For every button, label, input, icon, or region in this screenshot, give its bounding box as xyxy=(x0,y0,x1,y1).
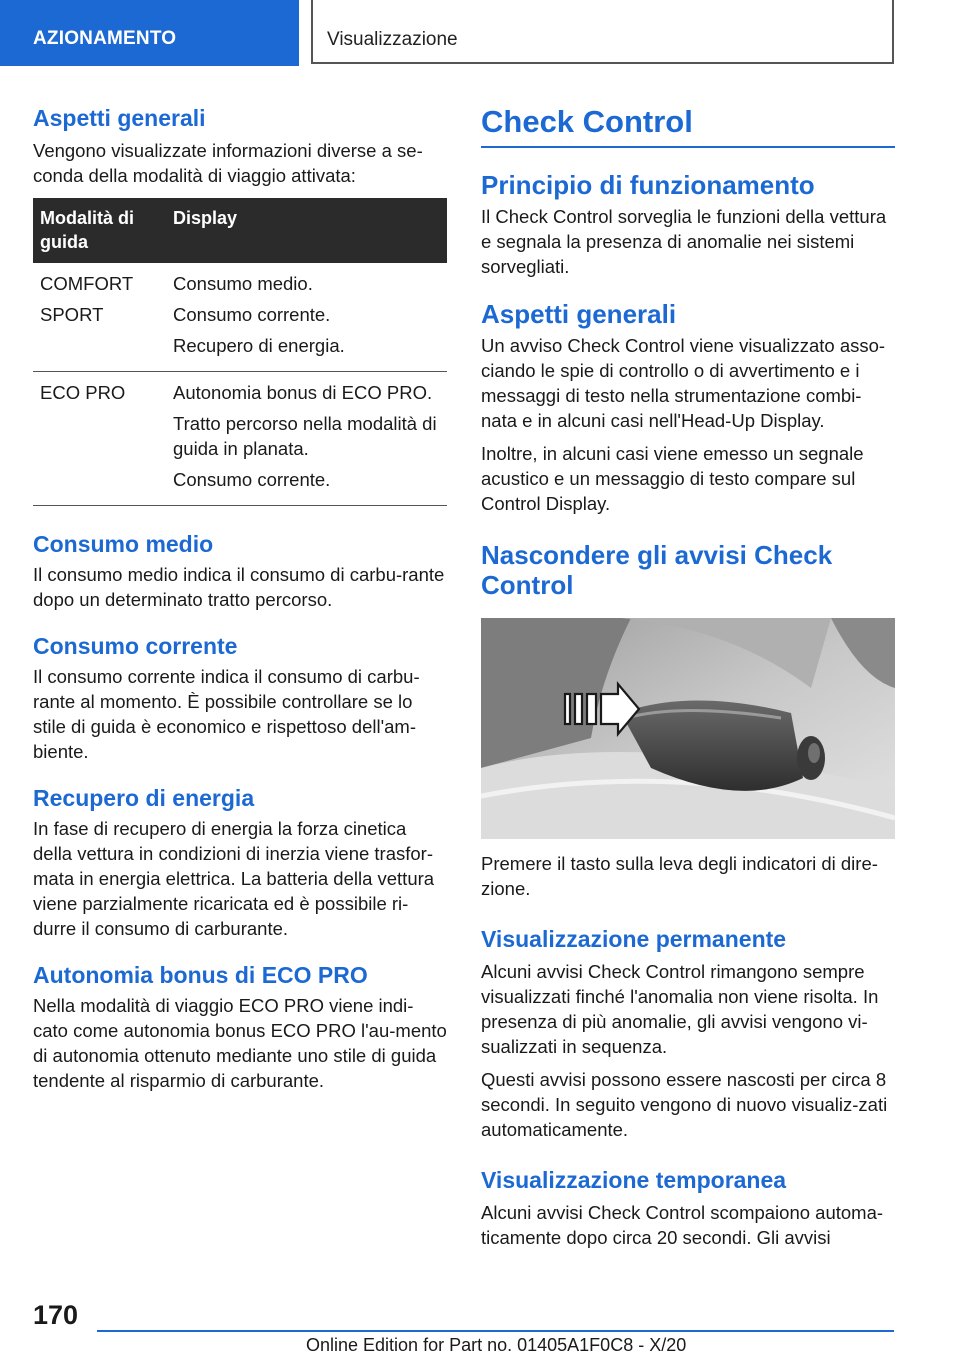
modes-table xyxy=(33,198,447,506)
footer-divider xyxy=(97,1330,894,1332)
main-heading-block xyxy=(481,100,895,148)
display-cell: Consumo corrente. xyxy=(173,304,331,325)
permanent-display-text-2: Questi avvisi possono essere nascosti per circa 8 secondi. In seguito vengono di nuovo visualiz-zati automaticamente. xyxy=(481,1069,888,1140)
average-consumption-heading: Consumo medio xyxy=(33,531,214,557)
mode-cell: SPORT xyxy=(40,304,104,325)
permanent-display-text-1: Alcuni avvisi Check Control rimangono sempre visualizzati finché l'anomalia non viene risolta. In presenza di più anomalie, gli avvisi vengono vi-sualizzati in sequenza. xyxy=(481,961,879,1057)
display-cell: Consumo medio. xyxy=(173,273,313,294)
section-tab xyxy=(0,0,299,66)
temporary-display-text: Alcuni avvisi Check Control scompaiono automa-ticamente dopo circa 20 secondi. Gli avvisi xyxy=(481,1202,884,1248)
table-row xyxy=(33,372,447,506)
energy-recovery-text: In fase di recupero di energia la forza cinetica della vettura in condizioni di inerzia viene trasfor-mata in energia elettrica. La batteria della vettura viene parzialmente ricaricata ed è possibile ri-durre il consumo di carburante. xyxy=(33,818,435,939)
turn-signal-lever-illustration xyxy=(481,618,895,839)
mode-cell: ECO PRO xyxy=(40,382,126,403)
general-text-right-1: Un avviso Check Control viene visualizzato asso-ciando le spie di controllo o di avvertimento e i messaggi di testo nella strumentazione combi-nata e in alcuni casi nell'Head-Up Display. xyxy=(481,335,886,431)
general-heading: Aspetti generali xyxy=(33,105,206,131)
eco-pro-bonus-text: Nella modalità di viaggio ECO PRO viene indi-cato come autonomia bonus ECO PRO l'au-mento di autonomia ottenuto mediante uno stile di guida tendente al risparmio di carburante. xyxy=(33,995,447,1091)
general-heading-right: Aspetti generali xyxy=(481,299,677,329)
main-heading: Check Control xyxy=(481,104,693,139)
display-cell: Consumo corrente. xyxy=(173,469,331,490)
page-number: 170 xyxy=(33,1300,79,1330)
edition-footer: Online Edition for Part no. 01405A1F0C8 - X/20 xyxy=(306,1335,687,1355)
principle-heading: Principio di funzionamento xyxy=(481,170,815,200)
energy-recovery-heading: Recupero di energia xyxy=(33,785,255,811)
table-header-mode: Modalità di guida xyxy=(33,198,166,263)
hide-warnings-heading: Nascondere gli avvisi Check Control xyxy=(481,540,833,600)
current-consumption-text: Il consumo corrente indica il consumo di carbu-rante al momento. È possibile controllare se lo stile di guida è economico e rispettoso dell'am-biente. xyxy=(33,666,420,762)
principle-text: Il Check Control sorveglia le funzioni della vettura e segnala la presenza di anomalie nei sistemi sorvegliati. xyxy=(481,206,887,277)
current-consumption-heading: Consumo corrente xyxy=(33,633,238,659)
section-title: AZIONAMENTO xyxy=(33,28,177,49)
table-row xyxy=(33,263,447,372)
temporary-display-heading: Visualizzazione temporanea xyxy=(481,1167,787,1193)
table-header-display: Display xyxy=(166,198,447,263)
average-consumption-text: Il consumo medio indica il consumo di carbu-rante dopo un determinato tratto percorso. xyxy=(33,564,445,610)
mode-cell: COMFORT xyxy=(40,273,134,294)
general-text: Vengono visualizzate informazioni diverse a se-conda della modalità di viaggio attivata: xyxy=(33,140,423,186)
subsection-tab xyxy=(311,0,894,64)
subsection-title: Visualizzazione xyxy=(327,29,458,50)
lever-image xyxy=(481,618,895,839)
right-column xyxy=(481,100,895,1250)
figure-caption: Premere il tasto sulla leva degli indicatori di dire-zione. xyxy=(481,853,878,899)
display-cell: Tratto percorso nella modalità di guida in planata. xyxy=(173,413,437,459)
general-text-right-2: Inoltre, in alcuni casi viene emesso un segnale acustico e un messaggio di testo compare sul Control Display. xyxy=(481,443,864,514)
display-cell: Autonomia bonus di ECO PRO. xyxy=(173,382,433,403)
permanent-display-heading: Visualizzazione permanente xyxy=(481,926,787,952)
display-cell: Recupero di energia. xyxy=(173,335,345,356)
left-column xyxy=(33,100,447,1093)
eco-pro-bonus-heading: Autonomia bonus di ECO PRO xyxy=(33,962,368,988)
